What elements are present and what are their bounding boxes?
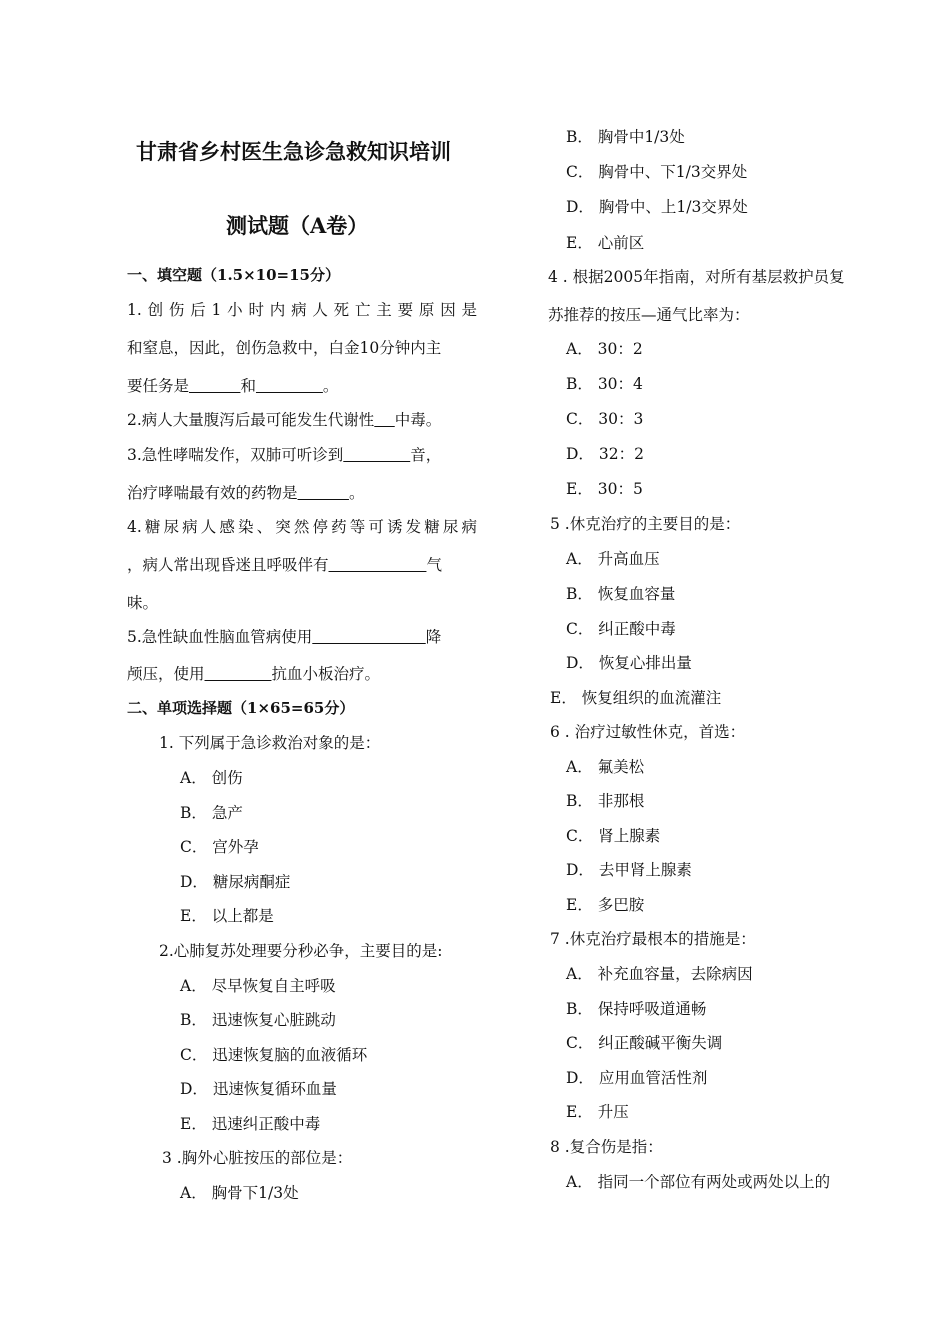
question-2-stem: 2.心肺复苏处理要分秒必争，主要目的是: bbox=[159, 942, 443, 960]
option-2e: E． 迅速纠正酸中毒 bbox=[180, 1115, 321, 1133]
option-4b: B． 30：4 bbox=[566, 375, 643, 393]
option-7c: C． 纠正酸碱平衡失调 bbox=[566, 1034, 723, 1052]
question-3-stem: 3 .胸外心脏按压的部位是： bbox=[162, 1149, 353, 1167]
option-6e: E． 多巴胺 bbox=[566, 896, 645, 914]
blank bbox=[374, 411, 394, 429]
fill-q4-line1: 4.糖尿病人感染、突然停药等可诱发糖尿病 bbox=[127, 518, 477, 536]
blank bbox=[256, 377, 323, 395]
option-1b: B． 急产 bbox=[180, 804, 243, 822]
question-4-stem-line1: 4 . 根据2005年指南，对所有基层救护员复 bbox=[548, 268, 845, 286]
fill-q5-text-b: 降 bbox=[425, 628, 442, 646]
blank bbox=[298, 484, 349, 502]
section1-heading: 一、填空题（1.5×10=15分） bbox=[127, 266, 340, 284]
option-6a: A． 氟美松 bbox=[566, 758, 645, 776]
fill-q1-text-b: 和 bbox=[240, 377, 256, 395]
fill-q3-text-a: 3.急性哮喘发作，双肺可听诊到 bbox=[127, 446, 344, 464]
option-2c: C． 迅速恢复脑的血液循环 bbox=[180, 1046, 368, 1064]
option-6c: C． 肾上腺素 bbox=[566, 827, 661, 845]
fill-q1-line2: 和窒息，因此，创伤急救中，白金10分钟内主 bbox=[127, 339, 442, 357]
option-4e: E． 30：5 bbox=[566, 480, 643, 498]
blank bbox=[312, 628, 425, 646]
question-7-stem: 7 .休克治疗最根本的措施是： bbox=[550, 930, 756, 948]
fill-q5-line2 bbox=[127, 664, 380, 684]
option-2b: B． 迅速恢复心脏跳动 bbox=[180, 1011, 336, 1029]
document-title-line1: 甘肃省乡村医生急诊急救知识培训 bbox=[136, 139, 451, 164]
option-7d: D． 应用血管活性剂 bbox=[566, 1069, 708, 1087]
option-5b: B． 恢复血容量 bbox=[566, 585, 676, 603]
fill-q2 bbox=[127, 410, 441, 430]
fill-q1-text-c: 。 bbox=[322, 377, 339, 395]
fill-q3-line2 bbox=[127, 483, 364, 503]
fill-q1-line1: 1.创伤后1小时内病人死亡主要原因是 bbox=[127, 301, 477, 319]
fill-q1-line3 bbox=[127, 376, 338, 396]
fill-q3-line1 bbox=[127, 445, 441, 465]
option-6d: D． 去甲肾上腺素 bbox=[566, 861, 692, 879]
option-5c: C． 纠正酸中毒 bbox=[566, 620, 676, 638]
option-3e: E． 心前区 bbox=[566, 234, 645, 252]
blank bbox=[189, 377, 240, 395]
fill-q3-text-d: 。 bbox=[348, 484, 365, 502]
section2-heading: 二、单项选择题（1×65=65分） bbox=[127, 699, 355, 717]
document-title-line2: 测试题（A卷） bbox=[226, 213, 369, 238]
option-3d: D． 胸骨中、上1/3交界处 bbox=[566, 198, 748, 216]
question-4-stem-line2: 苏推荐的按压—通气比率为： bbox=[548, 306, 750, 324]
fill-q3-text-b: 音， bbox=[410, 446, 442, 464]
question-8-stem: 8 .复合伤是指： bbox=[550, 1138, 663, 1156]
blank bbox=[343, 446, 410, 464]
fill-q4-line3: 味。 bbox=[127, 594, 159, 612]
option-7b: B． 保持呼吸道通畅 bbox=[566, 1000, 707, 1018]
option-3a: A． 胸骨下1/3处 bbox=[180, 1184, 299, 1202]
question-5-stem: 5 .休克治疗的主要目的是： bbox=[550, 515, 741, 533]
option-2a: A． 尽早恢复自主呼吸 bbox=[180, 977, 336, 995]
option-4a: A． 30：2 bbox=[566, 340, 643, 358]
option-6b: B． 非那根 bbox=[566, 792, 645, 810]
fill-q5-text-d: 抗血小板治疗。 bbox=[271, 665, 380, 683]
option-1d: D． 糖尿病酮症 bbox=[180, 873, 291, 891]
blank bbox=[329, 556, 427, 574]
option-5e: E． 恢复组织的血流灌注 bbox=[550, 689, 722, 707]
option-1a: A． 创伤 bbox=[180, 769, 243, 787]
fill-q4-text-a: ，病人常出现昏迷且呼吸伴有 bbox=[127, 556, 329, 574]
fill-q2-text-a: 2.病人大量腹泻后最可能发生代谢性 bbox=[127, 411, 375, 429]
blank bbox=[205, 665, 272, 683]
option-7e: E． 升压 bbox=[566, 1103, 629, 1121]
option-1c: C． 宫外孕 bbox=[180, 838, 259, 856]
fill-q5-text-a: 5.急性缺血性脑血管病使用 bbox=[127, 628, 313, 646]
question-1-stem: 1. 下列属于急诊救治对象的是： bbox=[159, 734, 381, 752]
fill-q1-text-a: 要任务是 bbox=[127, 377, 190, 395]
fill-q4-line2 bbox=[127, 555, 442, 575]
fill-q4-text-b: 气 bbox=[426, 556, 442, 574]
fill-q3-text-c: 治疗哮喘最有效的药物是 bbox=[127, 484, 298, 502]
option-2d: D． 迅速恢复循环血量 bbox=[180, 1080, 337, 1098]
option-3b: B． 胸骨中1/3处 bbox=[566, 128, 685, 146]
option-8a: A． 指同一个部位有两处或两处以上的 bbox=[566, 1173, 831, 1191]
option-4d: D． 32：2 bbox=[566, 445, 644, 463]
option-1e: E． 以上都是 bbox=[180, 907, 274, 925]
option-3c: C． 胸骨中、下1/3交界处 bbox=[566, 163, 748, 181]
option-5a: A． 升高血压 bbox=[566, 550, 660, 568]
option-7a: A． 补充血容量，去除病因 bbox=[566, 965, 753, 983]
option-4c: C． 30：3 bbox=[566, 410, 644, 428]
fill-q2-text-b: 中毒。 bbox=[394, 411, 442, 429]
option-5d: D． 恢复心排出量 bbox=[566, 654, 692, 672]
question-6-stem: 6 . 治疗过敏性休克，首选： bbox=[550, 723, 746, 741]
fill-q5-line1 bbox=[127, 627, 441, 647]
fill-q5-text-c: 颅压，使用 bbox=[127, 665, 205, 683]
